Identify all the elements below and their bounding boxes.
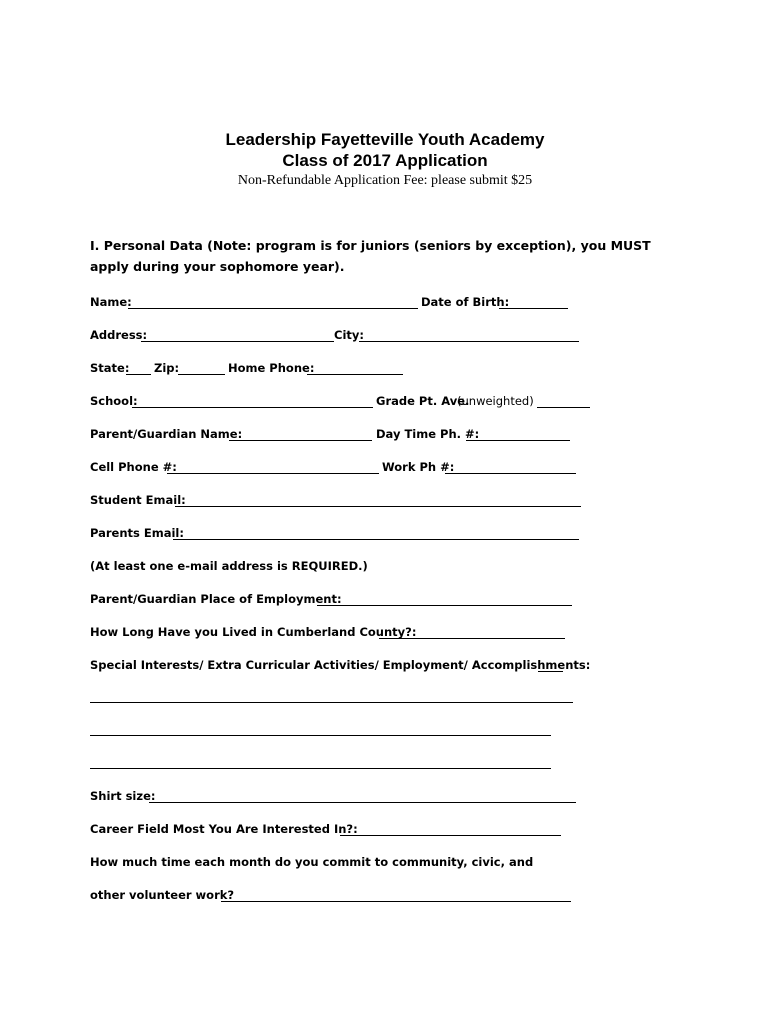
parent-guardian-name-label: Parent/Guardian Name: [90,427,243,441]
work-phone-label: Work Ph #: [382,460,455,474]
zip-label: Zip: [154,361,180,375]
school-label: School: [90,394,138,408]
application-fee-note: Non-Refundable Application Fee: please submit $25 [237,173,533,188]
cell-phone-label: Cell Phone #: [90,460,177,474]
school-field[interactable] [132,407,373,408]
address-label: Address: [90,328,148,342]
section-heading-personal-data: I. Personal Data (Note: program is for juniors (seniors by exception), you MUST apply during your sophomore year). [90,238,651,274]
day-time-phone-label: Day Time Ph. #: [376,427,480,441]
work-phone-field[interactable] [445,473,576,474]
volunteer-work-label: other volunteer work? [90,888,235,902]
cell-phone-field[interactable] [167,473,379,474]
gpa-label: Grade Pt. Ave. [376,394,470,408]
day-time-phone-field[interactable] [466,440,570,441]
volunteer-question-label: How much time each month do you commit to community, civic, and [90,855,534,869]
volunteer-work-field[interactable] [221,901,571,902]
parents-email-label: Parents Email: [90,526,184,540]
date-of-birth-field[interactable] [499,308,568,309]
shirt-size-label: Shirt size: [90,789,156,803]
county-residence-label: How Long Have you Lived in Cumberland County?: [90,625,417,639]
home-phone-field[interactable] [307,374,403,375]
interests-blank-line-3[interactable] [90,768,551,769]
parent-guardian-name-field[interactable] [229,440,372,441]
zip-field[interactable] [178,374,225,375]
student-email-label: Student Email: [90,493,186,507]
city-field[interactable] [359,341,579,342]
form-title: Leadership Fayetteville Youth Academy [225,130,545,149]
special-interests-label: Special Interests/ Extra Curricular Activities/ Employment/ Accomplishments: [90,658,591,672]
interests-blank-line-2[interactable] [90,735,551,736]
special-interests-field[interactable] [538,671,563,672]
home-phone-label: Home Phone: [228,361,315,375]
career-field-label: Career Field Most You Are Interested In?: [90,822,358,836]
shirt-size-field[interactable] [149,802,576,803]
parent-employment-label: Parent/Guardian Place of Employment: [90,592,342,606]
parent-employment-field[interactable] [317,605,572,606]
student-email-field[interactable] [175,506,581,507]
parents-email-field[interactable] [173,539,579,540]
email-required-note: (At least one e-mail address is REQUIRED.) [90,559,368,573]
name-label: Name: [90,295,132,309]
form-subtitle: Class of 2017 Application [282,151,488,170]
gpa-unweighted-note: (unweighted) [457,394,534,408]
county-residence-field[interactable] [379,638,565,639]
state-field[interactable] [126,374,151,375]
name-field[interactable] [128,308,418,309]
date-of-birth-label: Date of Birth: [421,295,510,309]
interests-blank-line-1[interactable] [90,702,573,703]
address-field[interactable] [141,341,334,342]
career-field-field[interactable] [340,835,561,836]
gpa-field[interactable] [537,407,590,408]
state-label: State: [90,361,130,375]
city-label: City: [334,328,364,342]
